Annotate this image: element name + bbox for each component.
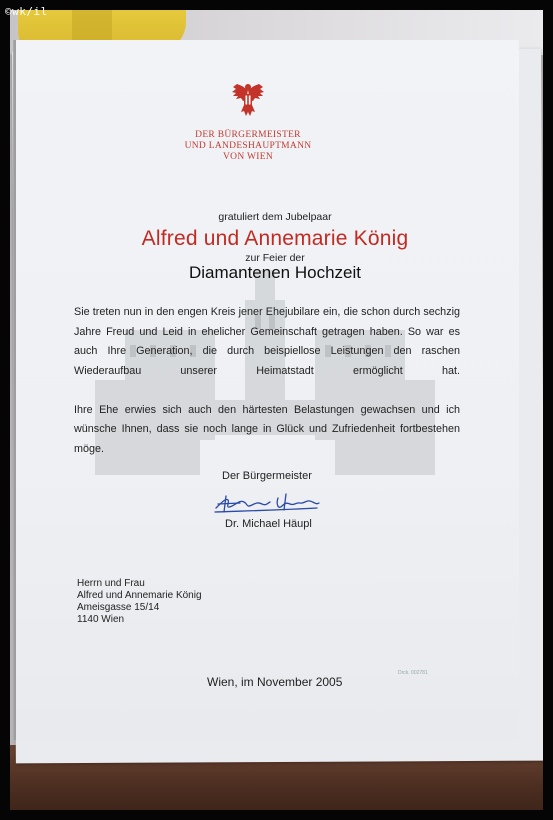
address-city: 1140 Wien: [77, 614, 125, 625]
occasion-prefix: zur Feier der: [245, 252, 305, 264]
congratulation-text: [74, 303, 460, 459]
paragraph-1: Sie treten nun in den engen Kreis jener Ehejubilare ein, die schon durch sechzig Jahre Freud und Leid in ehelicher Gemeinschaft getragen haben. So war es auch Ihre Generation, die durch beispiellose Leistungen den raschen Wiederaufbau unserer Heimatstadt ermöglicht hat.: [74, 306, 460, 377]
paragraph-2: Ihre Ehe erwies sich auch den härtesten Belastungen gewachsen und ich wünsche Ihnen, dass sie noch lange in Glück und Zufriedenheit fortbestehen möge.: [74, 403, 460, 455]
handwritten-signature: [212, 488, 322, 516]
recipient-address: [77, 578, 202, 626]
place-and-date: Wien, im November 2005: [207, 675, 343, 689]
issuing-authority: [140, 130, 356, 163]
form-number: Drck. 002781: [398, 670, 428, 676]
photo-watermark: ©wk/il: [5, 5, 48, 18]
address-names: Alfred und Annemarie König: [77, 590, 202, 601]
address-street: Ameisgasse 15/14: [77, 602, 160, 613]
authority-line-2: UND LANDESHAUPTMANN: [184, 141, 312, 151]
vienna-eagle-crest-icon: [230, 82, 266, 120]
greeting-intro: gratuliert dem Jubelpaar: [218, 211, 332, 223]
sheet-edge: [14, 40, 16, 740]
address-salutation: Herrn und Frau: [77, 578, 145, 589]
signatory-title: Der Bürgermeister: [222, 470, 312, 482]
authority-line-1: DER BÜRGERMEISTER: [195, 130, 301, 140]
couple-names: Alfred und Annemarie König: [141, 227, 409, 250]
occasion-title: Diamantenen Hochzeit: [189, 263, 361, 282]
authority-line-3: VON WIEN: [223, 152, 273, 162]
signatory-name: Dr. Michael Häupl: [225, 518, 312, 530]
